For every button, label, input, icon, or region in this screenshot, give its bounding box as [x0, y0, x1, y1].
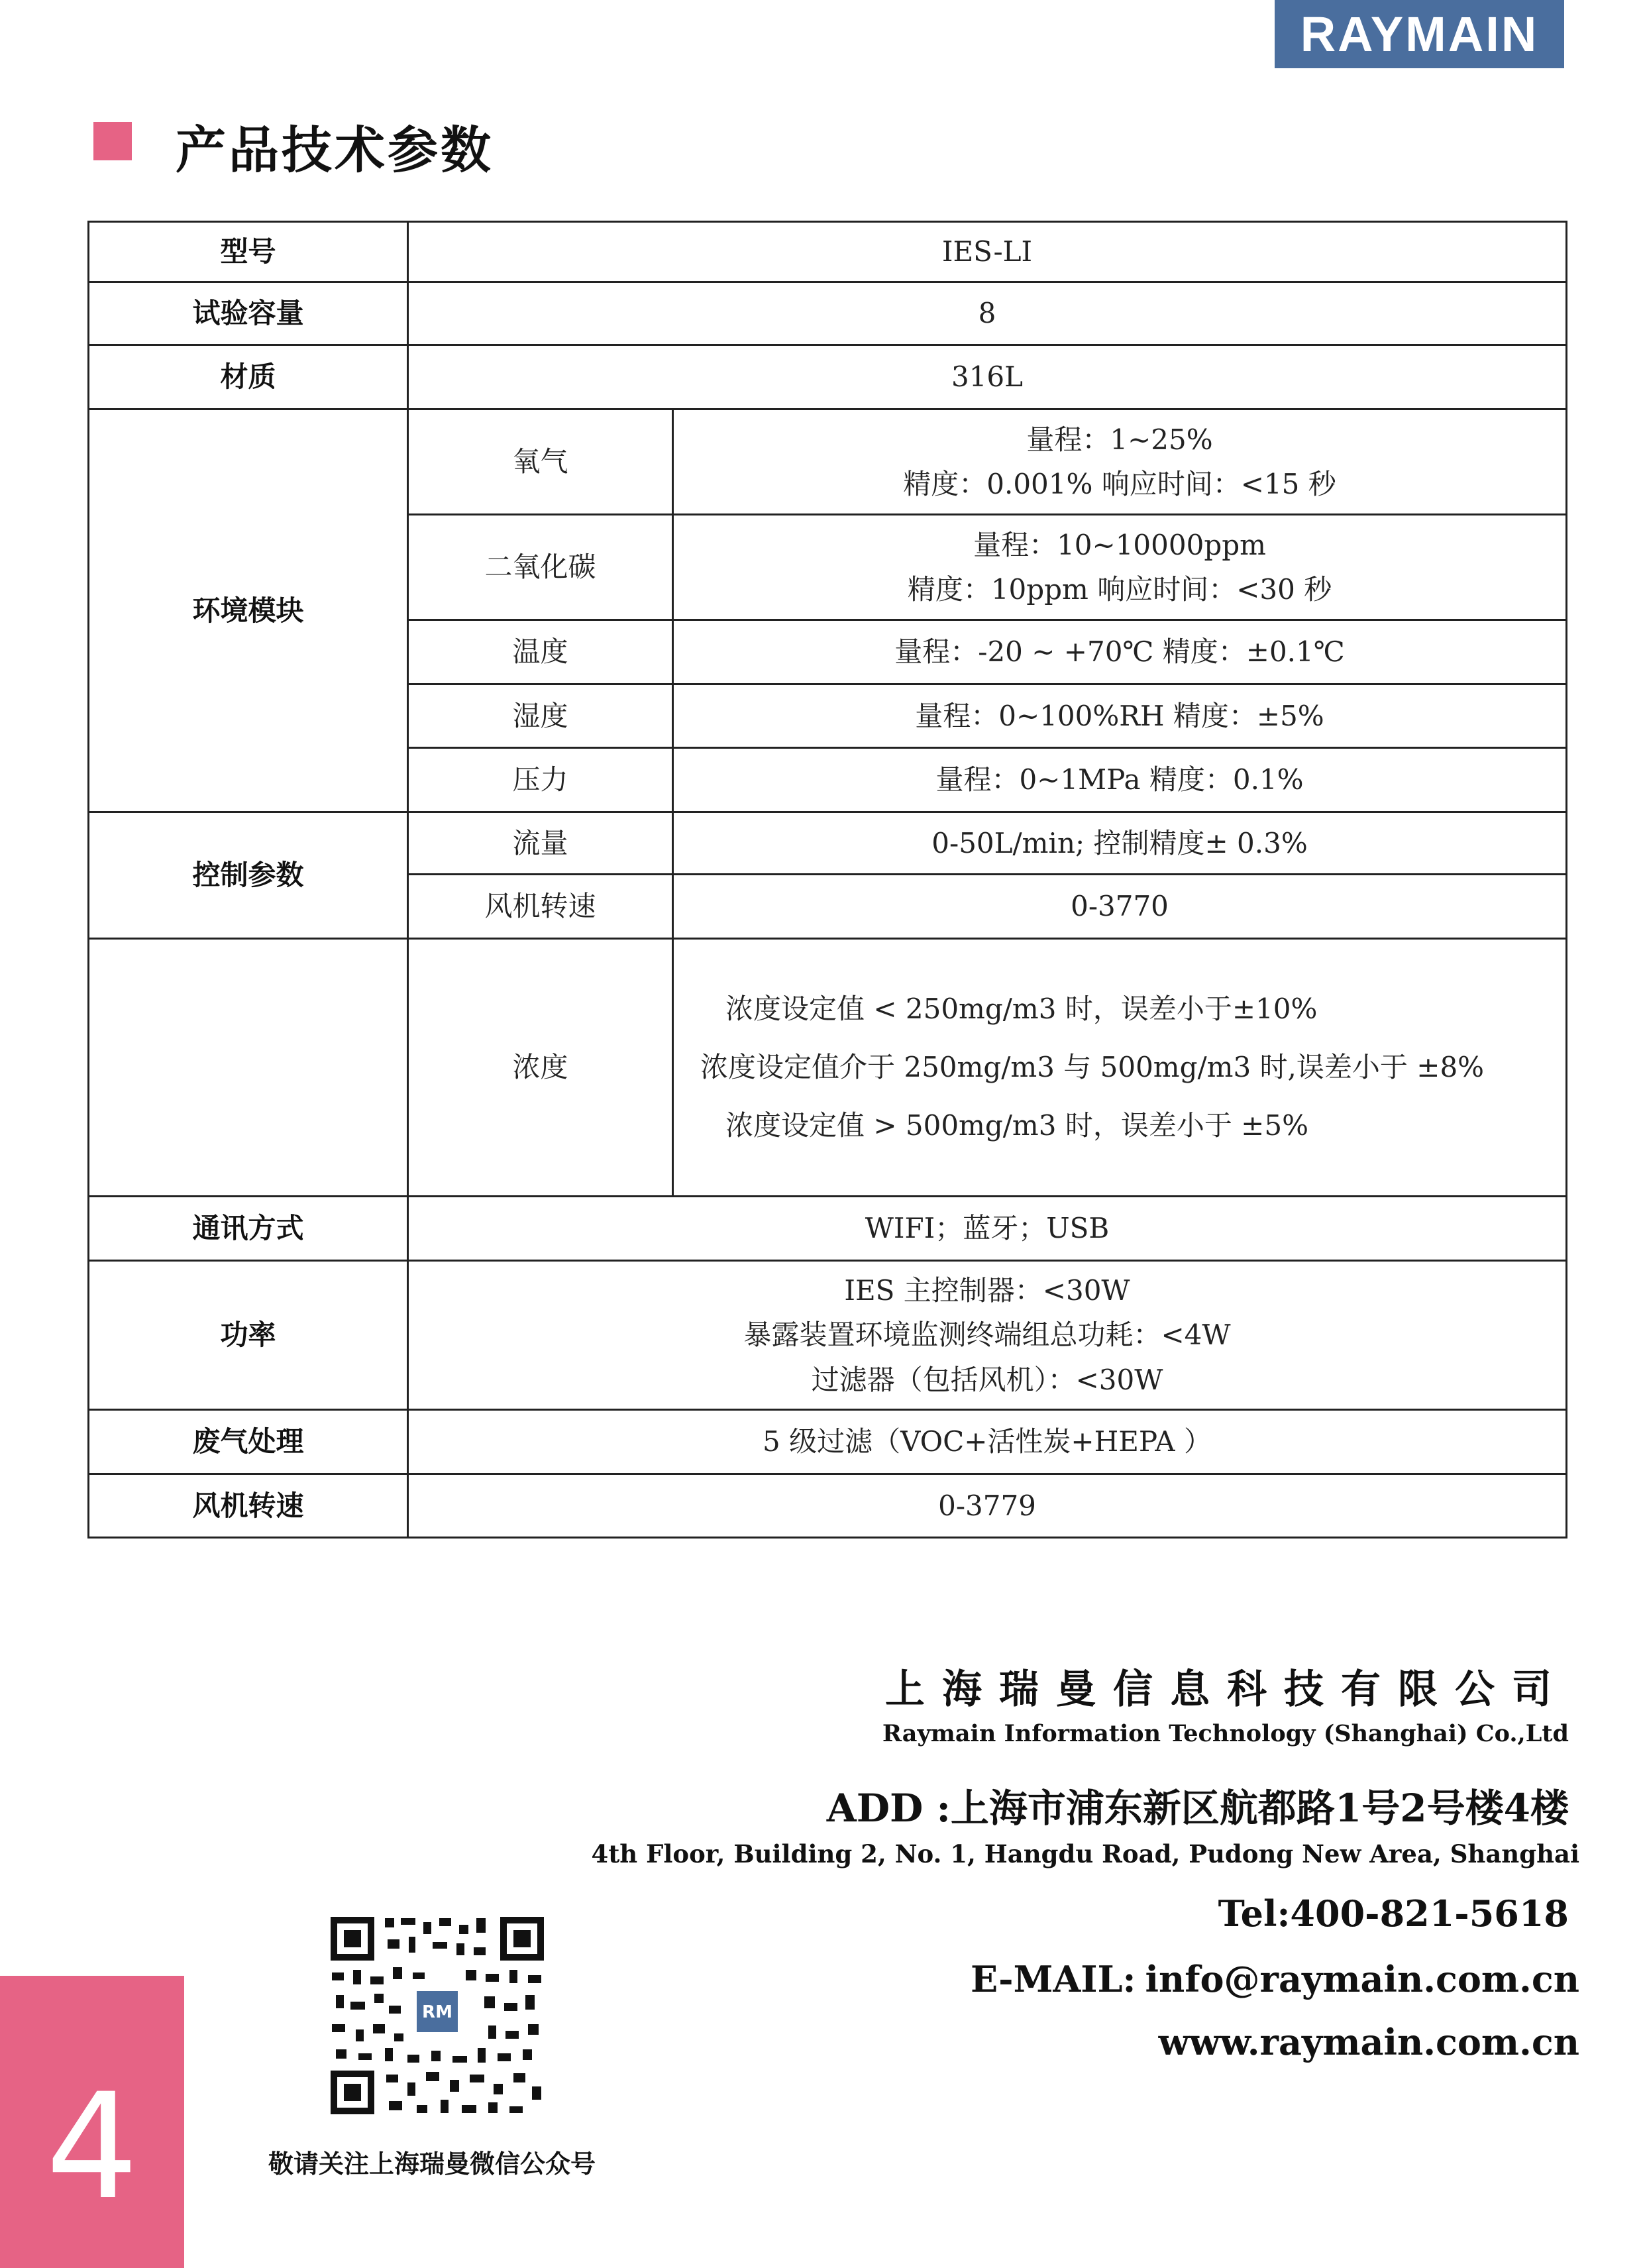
power-label: 功率 [89, 1261, 408, 1410]
fan-speed-2-value: 0-3779 [408, 1474, 1567, 1538]
telephone: Tel:400-821-5618 [1218, 1892, 1569, 1935]
co2-range: 量程：10~10000ppm [973, 528, 1266, 561]
company-name-cn: 上海瑞曼信息科技有限公司 [885, 1666, 1569, 1713]
oxygen-accuracy: 精度：0.001% 响应时间：<15 秒 [903, 468, 1336, 500]
page-number: 4 [46, 2062, 138, 2232]
oxygen-label: 氧气 [408, 409, 673, 515]
concentration-line-2: 浓度设定值介于 250mg/m3 与 500mg/m3 时,误差小于 ±8% [700, 1050, 1485, 1083]
flow-value: 0-50L/min; 控制精度± 0.3% [673, 812, 1567, 875]
address-en: 4th Floor, Building 2, No. 1, Hangdu Road, Pudong New Area, Shanghai [591, 1839, 1579, 1868]
capacity-label: 试验容量 [89, 282, 408, 345]
brand-logo: RAYMAIN [1275, 0, 1564, 68]
table-row [89, 1474, 1567, 1538]
fan-speed-label: 风机转速 [408, 875, 673, 939]
table-row [89, 345, 1567, 409]
concentration-group-cell [89, 939, 408, 1197]
wechat-qr-code [327, 1913, 548, 2118]
section-marker [93, 122, 132, 160]
env-module-label: 环境模块 [89, 409, 408, 812]
concentration-label: 浓度 [408, 939, 673, 1197]
section-title: 产品技术参数 [176, 121, 494, 180]
material-value: 316L [408, 345, 1567, 409]
concentration-line-3: 浓度设定值 > 500mg/m3 时，误差小于 ±5% [725, 1109, 1308, 1142]
control-params-label: 控制参数 [89, 812, 408, 939]
co2-value [673, 515, 1567, 620]
temperature-value: 量程：-20 ~ +70℃ 精度：±0.1℃ [673, 620, 1567, 684]
comm-value: WIFI；蓝牙；USB [408, 1197, 1567, 1261]
table-row [89, 282, 1567, 345]
power-value [408, 1261, 1567, 1410]
material-label: 材质 [89, 345, 408, 409]
exhaust-label: 废气处理 [89, 1410, 408, 1474]
table-row [89, 939, 1567, 1197]
concentration-line-1: 浓度设定值 < 250mg/m3 时，误差小于±10% [725, 992, 1318, 1025]
co2-label: 二氧化碳 [408, 515, 673, 620]
address-cn: ADD :上海市浦东新区航都路1号2号楼4楼 [826, 1786, 1569, 1831]
table-row [89, 222, 1567, 282]
qr-caption: 敬请关注上海瑞曼微信公众号 [268, 2149, 596, 2179]
pressure-label: 压力 [408, 748, 673, 812]
email-label: E-MAIL: [971, 1958, 1136, 2000]
model-label: 型号 [89, 222, 408, 282]
power-line-3: 过滤器（包括风机）：<30W [811, 1363, 1163, 1396]
pressure-value: 量程：0~1MPa 精度：0.1% [673, 748, 1567, 812]
exhaust-value: 5 级过滤（VOC+活性炭+HEPA ） [408, 1410, 1567, 1474]
table-row [89, 812, 1567, 875]
email-link[interactable]: info@raymain.com.cn [1145, 1958, 1579, 2000]
humidity-value: 量程：0~100%RH 精度：±5% [673, 684, 1567, 748]
power-line-2: 暴露装置环境监测终端组总功耗：<4W [743, 1319, 1231, 1352]
co2-accuracy: 精度：10ppm 响应时间：<30 秒 [907, 573, 1332, 606]
oxygen-range: 量程：1~25% [1026, 423, 1213, 456]
fan-speed-2-label: 风机转速 [89, 1474, 408, 1538]
fan-speed-value: 0-3770 [673, 875, 1567, 939]
table-row [89, 1261, 1567, 1410]
website-link[interactable]: www.raymain.com.cn [1158, 2021, 1579, 2063]
comm-label: 通讯方式 [89, 1197, 408, 1261]
flow-label: 流量 [408, 812, 673, 875]
temperature-label: 温度 [408, 620, 673, 684]
model-value: IES-LI [408, 222, 1567, 282]
power-line-1: IES 主控制器：<30W [844, 1274, 1130, 1307]
company-name-en: Raymain Information Technology (Shanghai) Co.,Ltd [882, 1720, 1569, 1747]
table-row [89, 1197, 1567, 1261]
concentration-value [673, 939, 1567, 1197]
spec-table [87, 221, 1567, 1539]
table-row [89, 409, 1567, 515]
capacity-value: 8 [408, 282, 1567, 345]
table-row [89, 1410, 1567, 1474]
qr-badge-text: RM [422, 2002, 452, 2022]
humidity-label: 湿度 [408, 684, 673, 748]
oxygen-value [673, 409, 1567, 515]
